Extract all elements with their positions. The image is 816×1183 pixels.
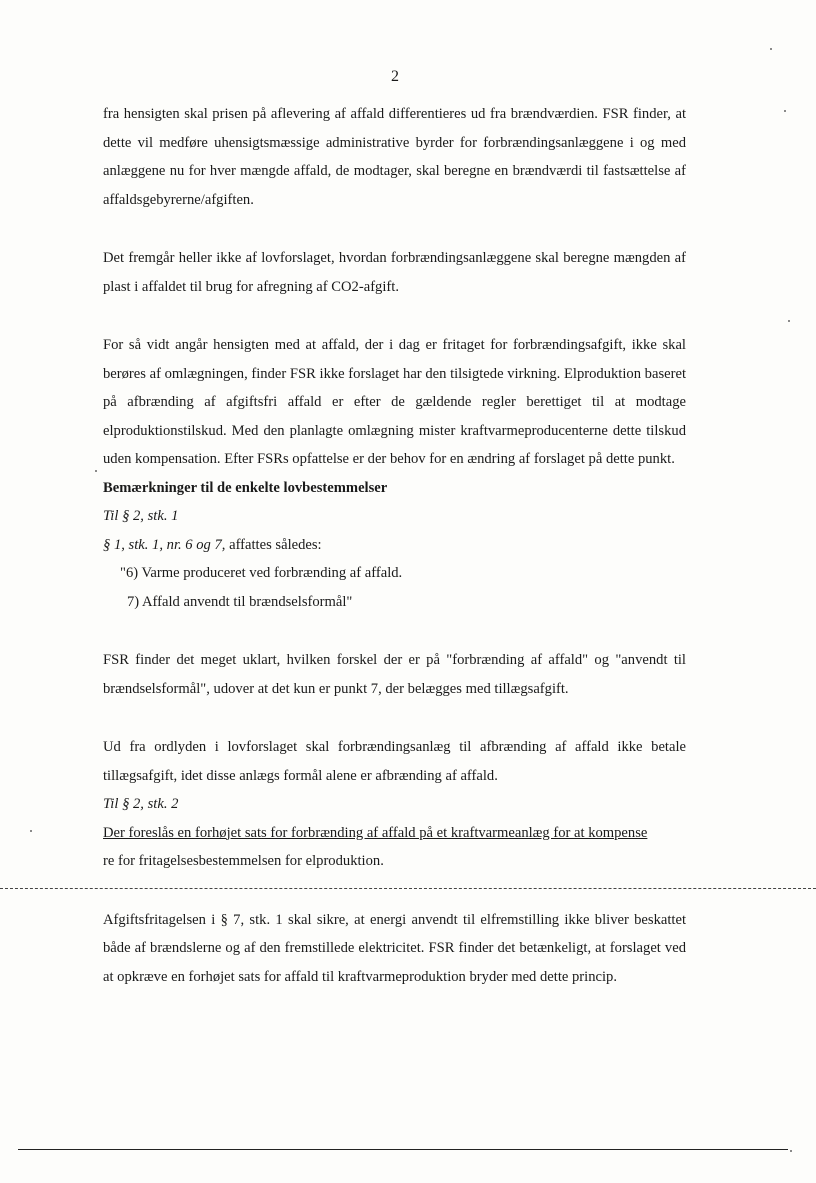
paragraph-brandvaerdi: fra hensigten skal prisen på aflevering af affald differentieres ud fra brændværdien. FSR finder, at dette vil medføre uhensigtsmæssige administrative byrder for forbrændingsanlæggene i og med anlæggene nu for hver mængde affald, de modtager, skal beregne en brændværdi til fastsættelse af affaldsgebyrerne/afgiften. <box>103 106 686 208</box>
underlined-text: Der foreslås en forhøjet sats for forbrænding af affald på et kraftvarmeanlæg for at kompense <box>103 824 648 841</box>
scan-speck <box>30 830 32 832</box>
clause-line <box>103 531 686 560</box>
paragraph-forhojet-sats <box>103 819 686 876</box>
quote-item-7: 7) Affald anvendt til brændselsformål" <box>127 593 353 610</box>
paragraph-elproduktion: For så vidt angår hensigten med at affald, der i dag er fritaget for forbrændingsafgift, ikke skal berøres af omlægningen, finder FSR ikke forslaget har den tilsigtede virkning. Elproduktion baseret på afbrænding af afgiftsfri affald er efter de gældende regler berettiget til at modtage elproduktionstilskud. Med den planlagte omlægning mister kraftvarmeproducenterne dette tilskud uden kompensation. Efter FSRs opfattelse er der behov for en ændring af forslaget på dette punkt. <box>103 337 686 467</box>
page-number: 2 <box>391 68 399 85</box>
paragraph-uklart: FSR finder det meget uklart, hvilken forskel der er på "forbrænding af affald" og "anvendt til brændselsformål", udover at det kun er punkt 7, der belægges med tillægsafgift. <box>103 652 686 697</box>
quote-item-6: "6) Varme produceret ved forbrænding af affald. <box>120 565 403 581</box>
paragraph-ordlyden: Ud fra ordlyden i lovforslaget skal forbrændingsanlæg til afbrænding af affald ikke betale tillægsafgift, idet disse anlægs formål alene er afbrænding af affald. <box>103 739 686 784</box>
clause-reference: § 1, stk. 1, nr. 6 og 7, <box>103 536 226 553</box>
scan-speck <box>784 110 786 112</box>
scan-speck <box>95 470 97 472</box>
section-heading: Bemærkninger til de enkelte lovbestemmelser <box>103 479 388 496</box>
paragraph-plast: Det fremgår heller ikke af lovforslaget, hvordan forbrændingsanlæggene skal beregne mængden af plast i affaldet til brug for afregning af CO2-afgift. <box>103 250 686 295</box>
document-body <box>103 100 686 991</box>
paragraph-continuation: re for fritagelsesbestemmelsen for elproduktion. <box>103 853 384 869</box>
scan-speck <box>788 320 790 322</box>
horizontal-rule-bottom <box>18 1149 788 1150</box>
subheading-stk2: Til § 2, stk. 2 <box>103 796 179 812</box>
paragraph-afgiftsfritagelse: Afgiftsfritagelsen i § 7, stk. 1 skal sikre, at energi anvendt til elfremstilling ikke bliver beskattet både af brændslerne og af den fremstillede elektricitet. FSR finder det betænkeligt, at forslaget ved at opkræve en forhøjet sats for affald til kraftvarmeproduktion bryder med dette princip. <box>103 911 686 985</box>
clause-text: affattes således: <box>225 536 322 553</box>
horizontal-rule-dashed <box>0 888 816 890</box>
subheading-stk1: Til § 2, stk. 1 <box>103 508 179 524</box>
scan-speck <box>790 1150 792 1152</box>
scan-speck <box>770 48 772 50</box>
